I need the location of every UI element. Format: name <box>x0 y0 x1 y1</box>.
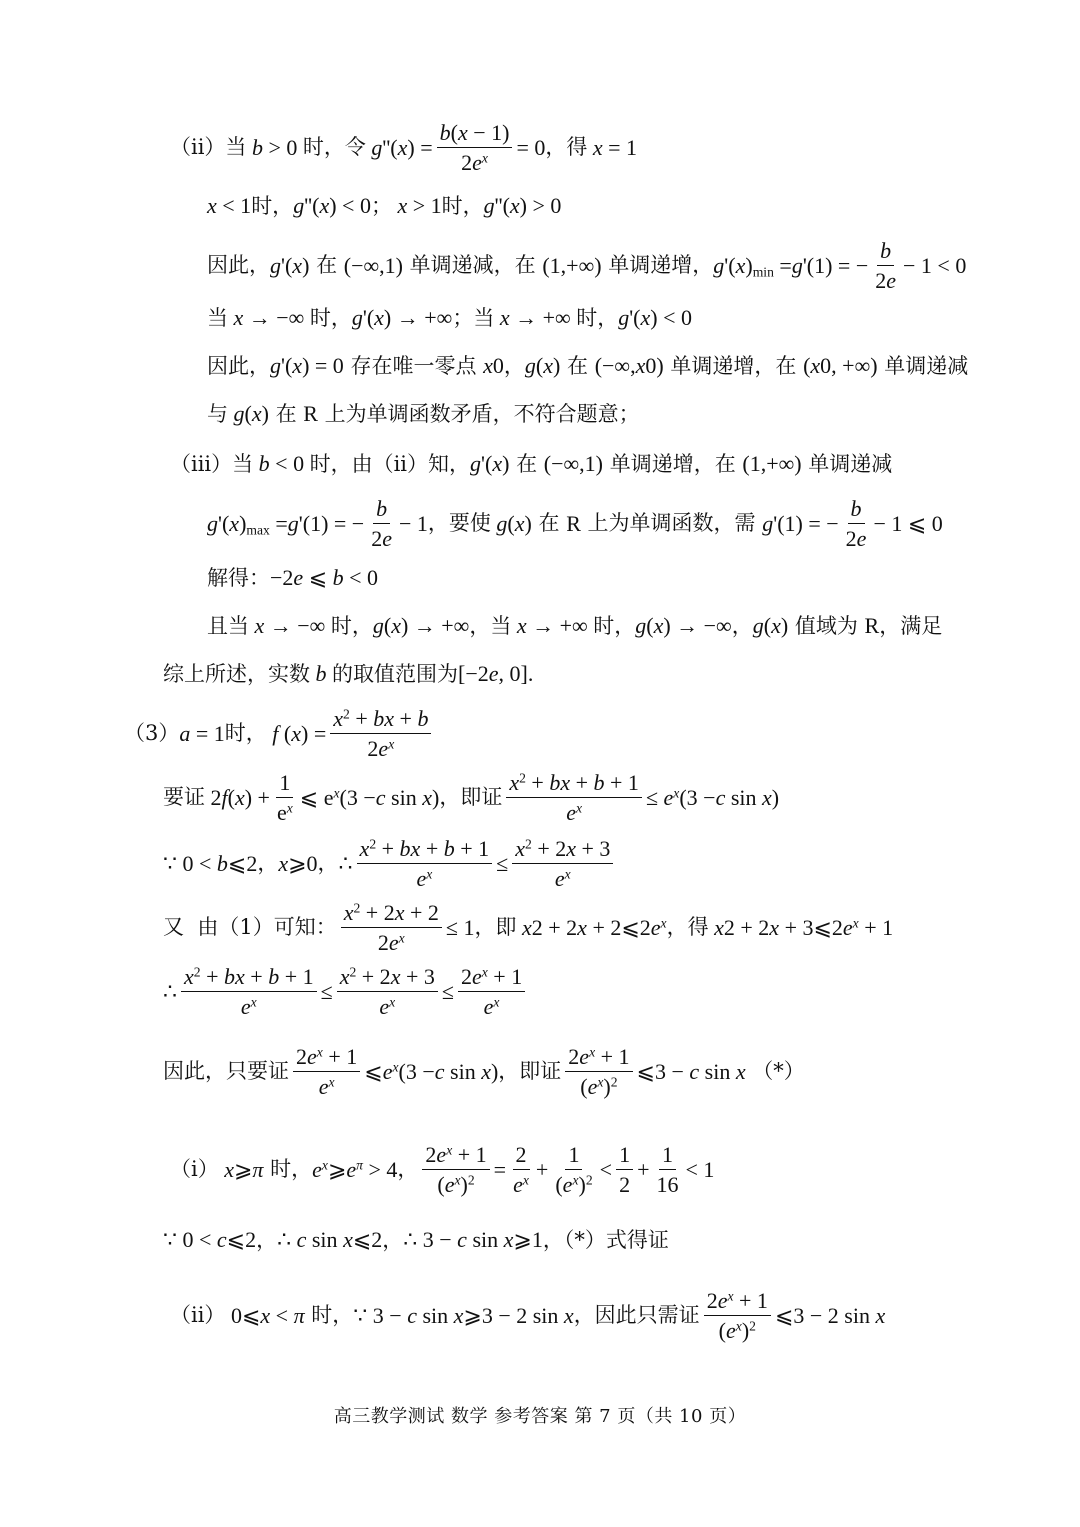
solution-line: 要证 2 f ( x ) + $\frac{1}{e^x}$ ⩽ $e^x(3$ − c sin x ) ，即证 $\frac{x^2 + bx + b + 1}{e^x}$ ≤ $e^x$ (3 − c sin x ) <box>163 770 780 826</box>
solution-line: （3） a = 1 时， f ( x ) = $\frac{x^2 + bx + b}{2e^x}$ <box>124 706 435 762</box>
solution-line: g '( x )$_{max}$ = g '(1) = − $\frac{b}{2e}$ − 1 ，要使 g ( x ) 在 R 上为单调函数，需 g '(1) = − $\frac{b}{2e}$ − 1 ⩽ 0 <box>207 496 943 552</box>
solution-line: ∴ $\frac{x^2 + bx + b + 1}{e^x}$ ≤ $\frac{x^2 + 2x + 3}{e^x}$ ≤ $\frac{2e^x + 1}{e^x}$ <box>163 964 529 1020</box>
solution-line: （ii） 0⩽ x < π 时， ∵ 3 − c sin x ⩾3 − 2 sin x ，因此只需证 $\frac{2e^x + 1}{(e^x)^2}$ ⩽3 − 2 sin x <box>170 1288 886 1344</box>
solution-line: 因此， g '( x ) = 0 存在唯一零点 x 0 ， g ( x ) 在 (−∞, x 0 ) 单调递增，在 ( x 0 , +∞) 单调递减 <box>207 353 969 379</box>
solution-line: 又 由（1）可知： $\frac{x^2 + 2x + 2}{2e^x}$ ≤ 1 ，即 x 2 + 2 x + 2⩽2 $e^x$ ，得 x 2 + 2 x + 3⩽2 $e^x$ + 1 <box>163 900 894 956</box>
solution-line: （ii）当 b > 0 时，令 g ''( x ) = $\frac{b(x - 1)}{2e^x}$ = 0 ，得 x = 1 <box>170 120 638 176</box>
solution-line: ∵ 0 < c ⩽2 ， ∴ c sin x ⩽2 ， ∴ 3 − c sin x ⩾1 ，（*）式得证 <box>163 1227 669 1252</box>
page-footer: 高三教学测试 数学 参考答案 第 7 页（共 10 页） <box>333 1406 747 1427</box>
solution-line: ∵ 0 < b ⩽2 ， x ⩾0 ， ∴ $\frac{x^2 + bx + b + 1}{e^x}$ ≤ $\frac{x^2 + 2x + 3}{e^x}$ <box>163 836 617 892</box>
solution-line: x < 1 时， g ''( x ) < 0 ； x > 1 时， g ''( x ) > 0 <box>207 193 562 218</box>
solution-line: 且当 x → −∞ 时， g ( x ) → +∞ ，当 x → +∞ 时， g ( x ) → −∞ ， g ( x ) 值域为 R ，满足 <box>207 613 943 638</box>
solution-line: 因此，只要证 $\frac{2e^x + 1}{e^x}$ ⩽ $e^x$ (3 − c sin x ) ，即证 $\frac{2e^x + 1}{(e^x)^2}$ ⩽3 − c sin x （*） <box>163 1044 805 1100</box>
solution-line: 综上所述，实数 b 的取值范围为 [−2 e , 0]. <box>163 661 534 686</box>
solution-line: 解得： −2 e ⩽ b < 0 <box>207 565 379 590</box>
solution-line: 当 x → −∞ 时， g '( x ) → +∞ ；当 x → +∞ 时， g '( x ) < 0 <box>207 305 692 330</box>
solution-line: （iii）当 b < 0 时，由（ii）知， g '( x ) 在 (−∞,1) 单调递增，在 (1,+∞) 单调递减 <box>170 451 893 476</box>
solution-line: 与 g ( x ) 在 R 上为单调函数矛盾，不符合题意； <box>207 401 640 426</box>
solution-line: 因此， g '( x ) 在 (−∞,1) 单调递减，在 (1,+∞) 单调递增， g '( x )$_{min}$ = g '(1) = − $\frac{b}{2e}$ − 1 < 0 <box>207 238 967 294</box>
solution-line: （i） x ⩾ π 时， $e^x$ ⩾ $e^\pi$ > 4 ， $\frac{2e^x + 1}{(e^x)^2}$ = $\frac{2}{e^x}$ + $\frac{1}{(e^x)^2}$ < $\frac{1}{2}$ + $\frac{1}{16}$ < 1 <box>170 1142 715 1198</box>
